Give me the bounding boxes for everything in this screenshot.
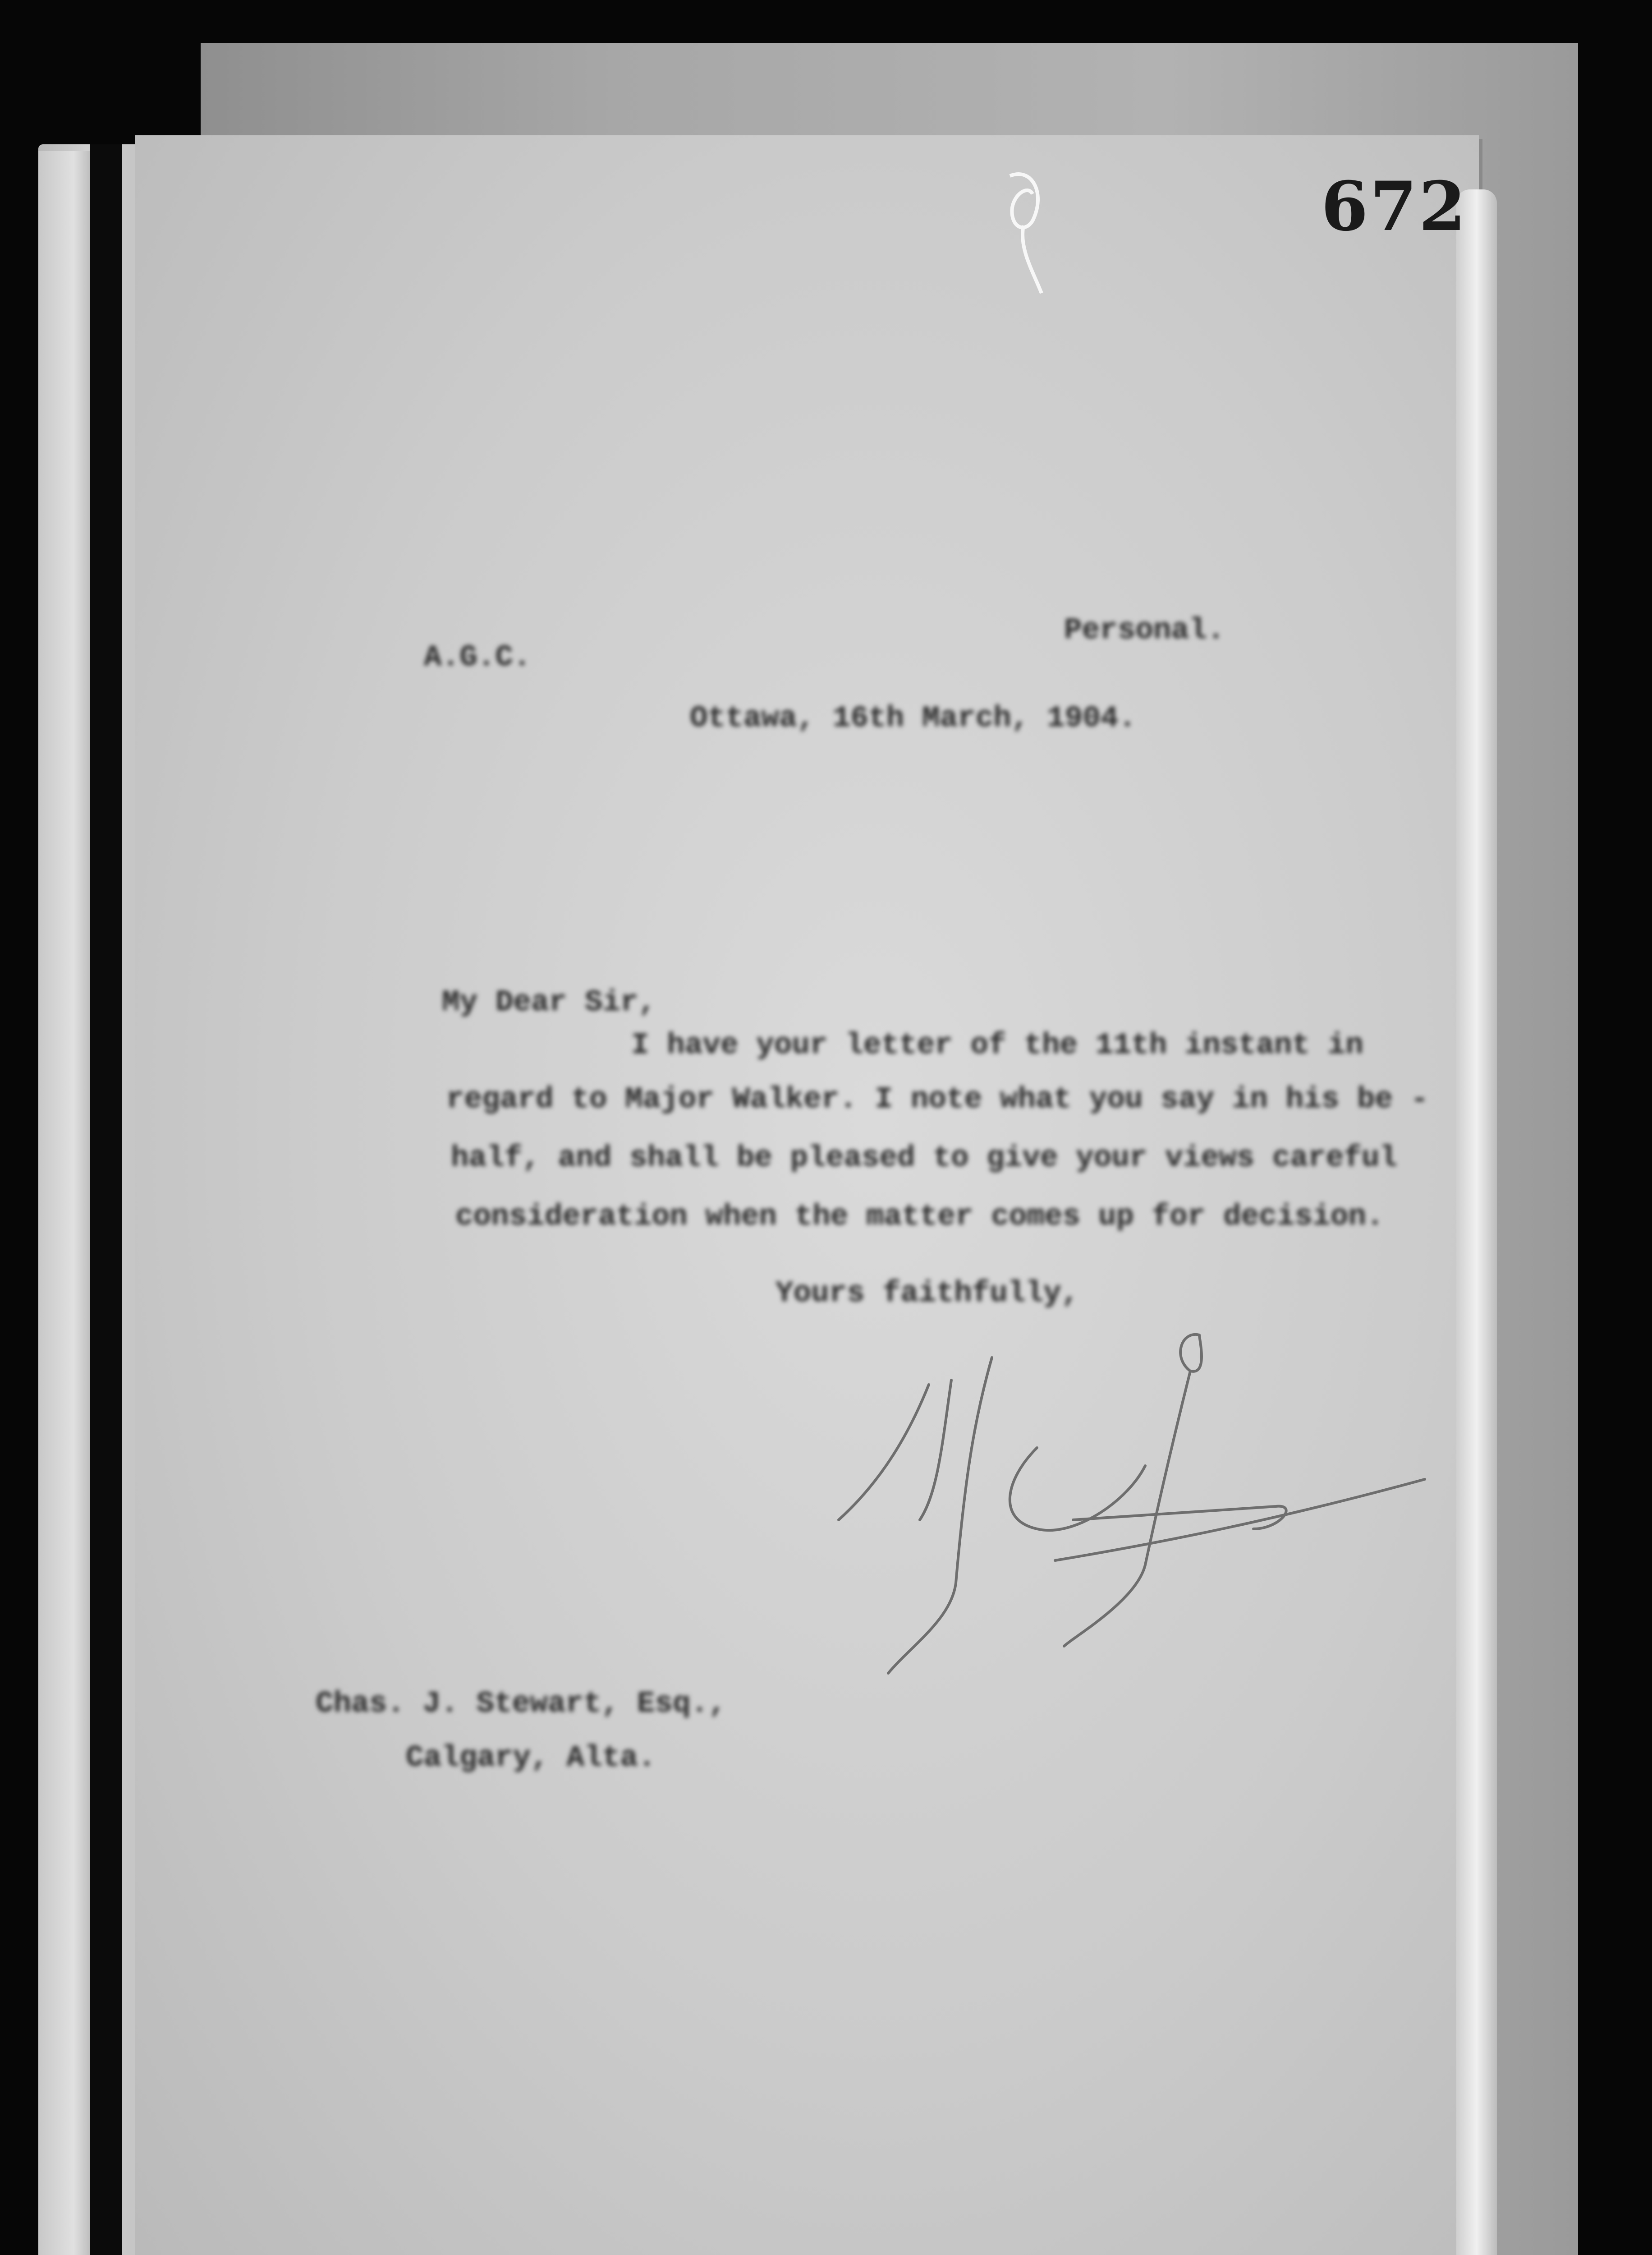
closing: Yours faithfully, bbox=[776, 1276, 1079, 1310]
body-line: consideration when the matter comes up for decision. bbox=[455, 1200, 1384, 1233]
body-line: regard to Major Walker. I note what you say in his be - bbox=[446, 1082, 1429, 1116]
addressee-name: Chas. J. Stewart, Esq., bbox=[316, 1687, 726, 1721]
addressee-location: Calgary, Alta. bbox=[406, 1741, 656, 1775]
body-line: half, and shall be pleased to give your views careful bbox=[451, 1141, 1398, 1175]
signature-icon bbox=[803, 1330, 1443, 1682]
reference-initials: A.G.C. bbox=[424, 640, 531, 674]
salutation: My Dear Sir, bbox=[442, 985, 656, 1019]
page-number: 672 bbox=[1321, 167, 1468, 246]
folder-tab bbox=[38, 151, 97, 2255]
letter-sheet bbox=[135, 135, 1479, 2255]
folder-spine bbox=[90, 144, 122, 2255]
sheet-curled-edge bbox=[1456, 189, 1497, 2255]
date-line: Ottawa, 16th March, 1904. bbox=[690, 701, 1137, 735]
pencil-mark-icon bbox=[992, 167, 1051, 298]
personal-marking: Personal. bbox=[1064, 613, 1225, 647]
body-line: I have your letter of the 11th instant in bbox=[631, 1028, 1363, 1062]
